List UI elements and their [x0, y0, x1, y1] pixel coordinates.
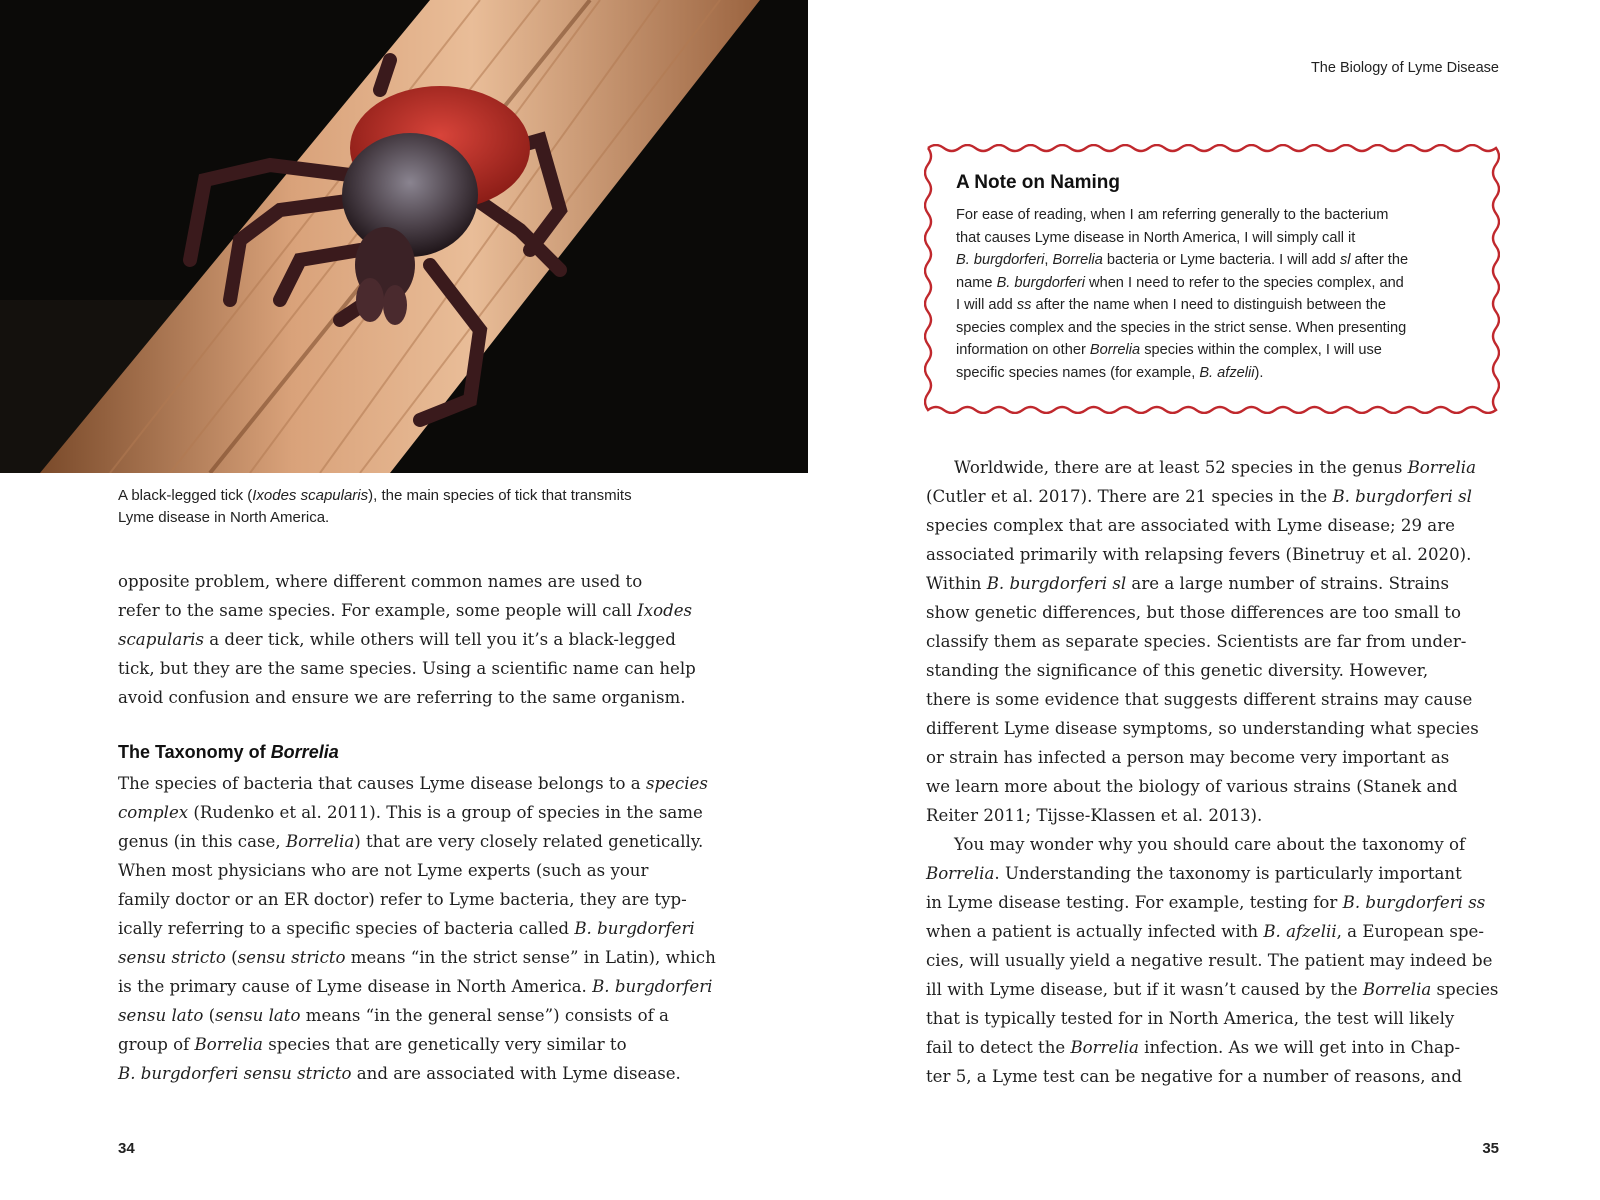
text-line: scapularis a deer tick, while others will tell you it’s a black-legged — [118, 630, 676, 649]
text-line: there is some evidence that suggests different strains may cause — [926, 690, 1473, 709]
text-line: opposite problem, where different common names are used to — [118, 572, 643, 591]
text-line: ter 5, a Lyme test can be negative for a number of reasons, and — [926, 1067, 1462, 1086]
running-head: The Biology of Lyme Disease — [1310, 60, 1499, 76]
page-number-right: 35 — [1482, 1140, 1499, 1157]
note-sidebar-box — [924, 144, 1500, 414]
text-line: show genetic differences, but those differences are too small to — [926, 603, 1461, 622]
text-line: ill with Lyme disease, but if it wasn’t caused by the Borrelia species — [926, 980, 1499, 999]
text-line: associated primarily with relapsing fevers (Binetruy et al. 2020). — [926, 545, 1472, 564]
page-number-left: 34 — [118, 1140, 135, 1157]
caption-line-1: A black-legged tick (Ixodes scapularis), the main species of tick that transmits — [118, 487, 632, 504]
text-line: Borrelia. Understanding the taxonomy is particularly important — [926, 864, 1462, 883]
text-line: avoid confusion and ensure we are referring to the same organism. — [118, 688, 686, 707]
text-line: Reiter 2011; Tijsse-Klassen et al. 2013). — [926, 806, 1263, 825]
text-line: tick, but they are the same species. Using a scientific name can help — [118, 659, 696, 678]
text-line: You may wonder why you should care about the taxonomy of — [954, 835, 1466, 854]
text-line: (Cutler et al. 2017). There are 21 species in the B. burgdorferi sl — [926, 487, 1472, 506]
text-line: genus (in this case, Borrelia) that are very closely related genetically. — [118, 832, 704, 851]
text-line: sensu stricto (sensu stricto means “in the strict sense” in Latin), which — [118, 948, 716, 967]
text-line: sensu lato (sensu lato means “in the general sense”) consists of a — [118, 1006, 669, 1025]
text-line: information on other Borrelia species within the complex, I will use — [956, 342, 1382, 358]
text-line: fail to detect the Borrelia infection. As we will get into in Chap- — [926, 1038, 1461, 1057]
text-line: ically referring to a specific species of bacteria called B. burgdorferi — [118, 919, 695, 938]
left-body-paragraph-2 — [118, 769, 716, 1088]
text-line: Worldwide, there are at least 52 species in the genus Borrelia — [954, 458, 1476, 477]
figure-caption — [118, 485, 718, 529]
text-line: that is typically tested for in North America, the test will likely — [926, 1009, 1455, 1028]
tick-photo — [0, 0, 808, 473]
text-line: specific species names (for example, B. afzelii). — [956, 364, 1264, 381]
text-line: B. burgdorferi, Borrelia bacteria or Lyme bacteria. I will add sl after the — [956, 252, 1409, 268]
note-text — [956, 204, 1476, 384]
text-line: For ease of reading, when I am referring generally to the bacterium — [956, 207, 1389, 223]
text-line: different Lyme disease symptoms, so understanding what species — [926, 719, 1479, 738]
text-line: family doctor or an ER doctor) refer to Lyme bacteria, they are typ- — [118, 890, 687, 909]
text-line: or strain has infected a person may become very important as — [926, 748, 1450, 767]
text-line: species complex and the species in the strict sense. When presenting — [956, 319, 1407, 336]
text-line: group of Borrelia species that are genetically very similar to — [118, 1035, 627, 1054]
text-line: The species of bacteria that causes Lyme disease belongs to a species — [118, 774, 708, 793]
text-line: classify them as separate species. Scientists are far from under- — [926, 632, 1467, 651]
left-body-paragraph-1 — [118, 567, 703, 712]
text-line: that causes Lyme disease in North America, I will simply call it — [956, 229, 1356, 246]
text-line: when a patient is actually infected with B. afzelii, a European spe- — [926, 922, 1484, 941]
text-line: we learn more about the biology of various strains (Stanek and — [926, 777, 1458, 796]
text-line: When most physicians who are not Lyme experts (such as your — [118, 861, 649, 880]
text-line: Within B. burgdorferi sl are a large number of strains. Strains — [926, 574, 1449, 593]
note-content — [956, 172, 1476, 384]
text-line: in Lyme disease testing. For example, testing for B. burgdorferi ss — [926, 893, 1486, 912]
note-title: A Note on Naming — [956, 172, 1120, 193]
text-line: cies, will usually yield a negative result. The patient may indeed be — [926, 951, 1493, 970]
text-line: I will add ss after the name when I need to distinguish between the — [956, 297, 1386, 313]
text-line: is the primary cause of Lyme disease in North America. B. burgdorferi — [118, 977, 713, 996]
text-line: B. burgdorferi sensu stricto and are associated with Lyme disease. — [118, 1064, 681, 1083]
text-line: species complex that are associated with Lyme disease; 29 are — [926, 516, 1455, 535]
text-line: standing the significance of this genetic diversity. However, — [926, 661, 1429, 680]
text-line: complex (Rudenko et al. 2011). This is a group of species in the same — [118, 803, 703, 822]
text-line: refer to the same species. For example, some people will call Ixodes — [118, 601, 693, 620]
right-body-text — [926, 453, 1511, 1091]
text-line: name B. burgdorferi when I need to refer to the species complex, and — [956, 274, 1404, 291]
section-heading: The Taxonomy of Borrelia — [118, 742, 339, 762]
tick-illustration — [0, 0, 808, 473]
caption-line-2: Lyme disease in North America. — [118, 509, 330, 526]
